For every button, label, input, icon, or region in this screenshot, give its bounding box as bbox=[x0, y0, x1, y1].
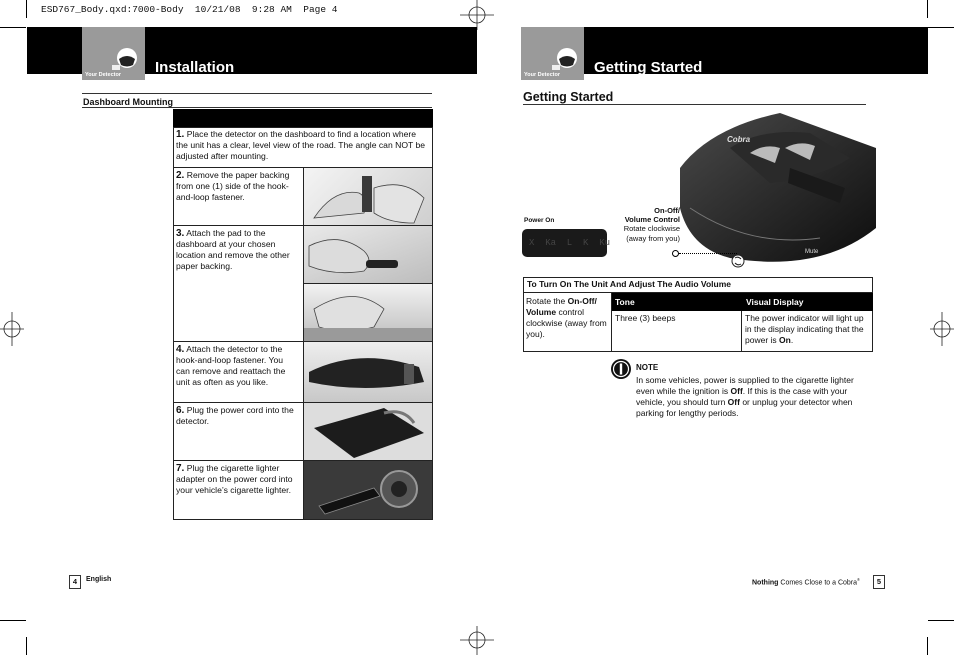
step-2 bbox=[176, 170, 298, 203]
step-2-photo bbox=[303, 167, 433, 226]
left-tab-label: Your Detector bbox=[85, 72, 121, 78]
note-off-2: Off bbox=[727, 397, 740, 407]
step-number: 4. bbox=[176, 344, 185, 355]
radar-detector-image bbox=[670, 108, 876, 273]
detector-tab-icon bbox=[550, 45, 582, 73]
step-4-photo bbox=[303, 341, 433, 403]
left-section-rule bbox=[82, 107, 432, 108]
table-header-row bbox=[612, 293, 873, 311]
tone-value: Three (3) beeps bbox=[615, 313, 676, 323]
onoff-desc-line1: Rotate clockwise bbox=[623, 224, 680, 233]
onoff-desc-line2: (away from you) bbox=[626, 234, 680, 243]
crop-mark bbox=[26, 637, 27, 655]
onoff-label-line2: Volume Control bbox=[624, 215, 680, 224]
step-number: 1. bbox=[176, 129, 185, 140]
registration-mark-icon bbox=[0, 312, 24, 346]
visual-bold: On bbox=[779, 335, 791, 345]
step-text: Attach the detector to the hook-and-loop fastener. You can remove and reattach the unit as often as you like. bbox=[176, 344, 286, 387]
detector-tab-icon bbox=[110, 45, 142, 73]
steps-table-header bbox=[173, 109, 433, 127]
left-section-heading: Dashboard Mounting bbox=[83, 97, 173, 107]
note-pre: In some vehicles, power is supplied to the cigarette lighter even while the ignition is bbox=[636, 375, 854, 396]
device-brand: Cobra bbox=[727, 135, 751, 144]
callout-dot bbox=[672, 250, 679, 257]
device-mute-label: Mute bbox=[805, 249, 819, 255]
onoff-label-line1: On-Off/ bbox=[654, 206, 680, 215]
step-text: Plug the power cord into the detector. bbox=[176, 405, 294, 426]
crop-mark bbox=[26, 0, 27, 18]
right-section-rule bbox=[523, 104, 866, 105]
note-icon bbox=[610, 358, 632, 380]
crop-mark bbox=[0, 27, 26, 28]
note-post: or unplug your detector when parking for lengthy periods. bbox=[636, 397, 853, 418]
step-number: 7. bbox=[176, 463, 185, 474]
tagline-bold: Nothing bbox=[752, 579, 779, 587]
step-6 bbox=[176, 405, 298, 427]
visual-pre: The power indicator will light up in the display indicating that the power is bbox=[745, 313, 864, 345]
step-text: Remove the paper backing from one (1) side of the hook-and-loop fastener. bbox=[176, 170, 290, 202]
display-indicator-glyphs: X Ka L K Ku bbox=[529, 238, 611, 248]
right-footer-tagline bbox=[752, 577, 860, 586]
column-header-visual: Visual Display bbox=[746, 297, 804, 307]
instruction-pre: Rotate the bbox=[526, 296, 568, 306]
instruction-cell bbox=[526, 296, 608, 340]
step-7 bbox=[176, 463, 298, 496]
step-text: Attach the pad to the dashboard at your chosen location and remove the other paper backing. bbox=[176, 228, 290, 271]
step-number: 3. bbox=[176, 228, 185, 239]
step-6-photo bbox=[303, 402, 433, 461]
step-text: Place the detector on the dashboard to find a location where the unit has a clear, level view of the road. The angle can NOT be adjusted after mounting. bbox=[176, 129, 426, 161]
registration-mark-icon bbox=[460, 0, 494, 30]
step-number: 2. bbox=[176, 170, 185, 181]
instruction-post: control clockwise (away from you). bbox=[526, 307, 607, 339]
visual-post: . bbox=[790, 335, 794, 345]
left-page-title: Installation bbox=[155, 59, 235, 76]
step-3-photo-b bbox=[303, 283, 433, 342]
left-footer-language: English bbox=[86, 576, 112, 583]
step-3 bbox=[176, 228, 298, 272]
note-label: NOTE bbox=[636, 363, 659, 372]
step-4 bbox=[176, 344, 298, 388]
right-page-title: Getting Started bbox=[594, 59, 703, 76]
note-off-1: Off bbox=[730, 386, 743, 396]
print-slug: ESD767_Body.qxd:7000-Body 10/21/08 9:28 AM Page 4 bbox=[41, 4, 338, 15]
step-1 bbox=[176, 129, 426, 162]
right-section-heading: Getting Started bbox=[523, 90, 614, 104]
right-page-number: 5 bbox=[873, 575, 885, 589]
turn-on-table-title: To Turn On The Unit And Adjust The Audio Volume bbox=[527, 279, 731, 289]
step-number: 6. bbox=[176, 405, 185, 416]
step-7-photo bbox=[303, 460, 433, 520]
left-page-number: 4 bbox=[69, 575, 81, 589]
table-column-divider bbox=[741, 311, 742, 352]
visual-display-value bbox=[745, 313, 870, 346]
step-3-photo-a bbox=[303, 225, 433, 284]
knob-rotate-icon bbox=[731, 254, 745, 268]
tagline-reg: ® bbox=[857, 577, 860, 582]
note-mid: . If this is the case with your vehicle, you should turn bbox=[636, 386, 848, 407]
crop-mark bbox=[928, 620, 954, 621]
left-section-rule-top bbox=[82, 93, 432, 94]
right-tab-label: Your Detector bbox=[524, 72, 560, 78]
power-on-label: Power On bbox=[524, 217, 555, 224]
callout-line bbox=[679, 253, 737, 254]
crop-mark bbox=[927, 637, 928, 655]
note-text bbox=[636, 375, 871, 419]
crop-mark bbox=[0, 620, 26, 621]
instruction-bold: On-Off/ Volume bbox=[526, 296, 597, 317]
crop-mark bbox=[927, 0, 928, 18]
registration-mark-icon bbox=[930, 312, 954, 346]
step-text: Plug the cigarette lighter adapter on the power cord into your vehicle’s cigarette lighter. bbox=[176, 463, 293, 495]
registration-mark-icon bbox=[460, 626, 494, 655]
tagline-rest: Comes Close to a Cobra bbox=[778, 579, 858, 587]
column-header-tone: Tone bbox=[615, 297, 635, 307]
crop-mark bbox=[928, 27, 954, 28]
